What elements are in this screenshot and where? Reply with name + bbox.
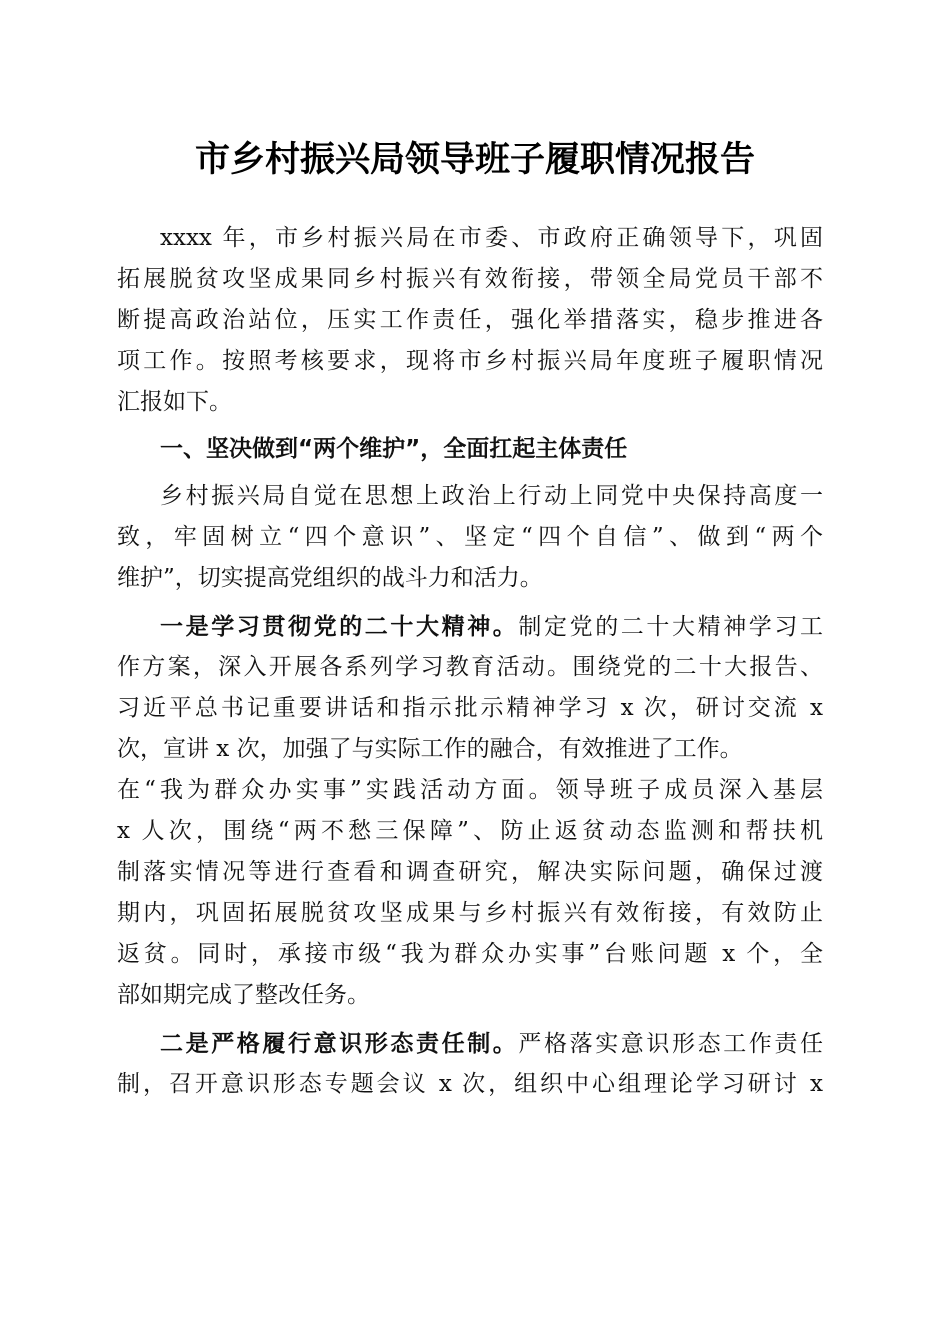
item1-line-6: x 人次，围绕“两不愁三保障”、防止返贫动态监测和帮扶机	[117, 818, 823, 844]
item1-line-5: 在“我为群众办实事”实践活动方面。领导班子成员深入基层	[117, 777, 823, 803]
item1-lead: 一是学习贯彻党的二十大精神。	[160, 613, 519, 640]
item1-first-line-rest: 制定党的二十大精神学习工	[518, 614, 824, 640]
intro-line-3: 断提高政治站位，压实工作责任，强化举措落实，稳步推进各	[117, 307, 823, 333]
intro-line-2: 拓展脱贫攻坚成果同乡村振兴有效衔接，带领全局党员干部不	[117, 266, 823, 292]
item2-lead: 二是严格履行意识形态责任制。	[160, 1030, 519, 1057]
item1-line-2: 作方案，深入开展各系列学习教育活动。围绕党的二十大报告、	[117, 654, 823, 680]
intro-line-5: 汇报如下。	[117, 389, 232, 415]
section1-para1-line-2: 致，牢固树立“四个意识”、坚定“四个自信”、做到“两个	[117, 524, 823, 550]
section1-para1-line-3: 维护”，切实提高党组织的战斗力和活力。	[117, 565, 543, 591]
item2-first-line-rest: 严格落实意识形态工作责任	[518, 1031, 824, 1057]
item2-line-2: 制，召开意识形态专题会议 x 次，组织中心组理论学习研讨 x	[117, 1071, 823, 1097]
intro-line-4: 项工作。按照考核要求，现将市乡村振兴局年度班子履职情况	[117, 348, 823, 374]
section-heading-1: 一、坚决做到“两个维护”，全面扛起主体责任	[160, 436, 628, 462]
item1-line-3: 习近平总书记重要讲话和指示批示精神学习 x 次，研讨交流 x	[117, 695, 823, 721]
item2-line-1	[160, 1023, 823, 1064]
item1-line-7: 制落实情况等进行查看和调查研究，解决实际问题，确保过渡	[117, 859, 823, 885]
intro-line-1: xxxx 年，市乡村振兴局在市委、市政府正确领导下，巩固	[160, 225, 823, 251]
section1-para1-line-1: 乡村振兴局自觉在思想上政治上行动上同党中央保持高度一	[160, 483, 823, 509]
document-title: 市乡村振兴局领导班子履职情况报告	[194, 139, 755, 180]
item1-line-1	[160, 606, 823, 647]
item1-line-10: 部如期完成了整改任务。	[117, 982, 370, 1008]
item1-line-4: 次，宣讲 x 次，加强了与实际工作的融合，有效推进了工作。	[117, 736, 743, 762]
item1-line-9: 返贫。同时，承接市级“我为群众办实事”台账问题 x 个，全	[117, 941, 823, 967]
item1-line-8: 期内，巩固拓展脱贫攻坚成果与乡村振兴有效衔接，有效防止	[117, 900, 823, 926]
